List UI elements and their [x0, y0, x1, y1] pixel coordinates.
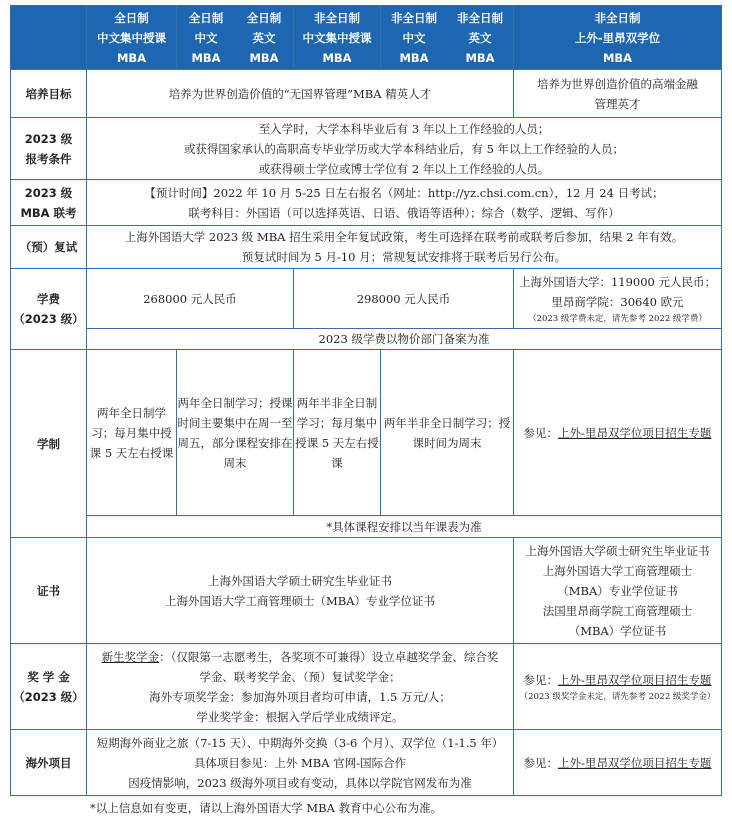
dual-degree-link[interactable]: 上外-里昂双学位项目招生专题 — [558, 425, 712, 440]
tuition-fulltime: 268000 元人民币 — [87, 269, 294, 329]
row-label-tuition: 学费 （2023 级） — [11, 269, 87, 350]
mba-comparison-table — [10, 5, 722, 796]
row-label-retest: （预）复试 — [11, 226, 87, 269]
overseas-dual: 参见：上外-里昂双学位项目招生专题 — [514, 730, 722, 796]
row-tuition-footer — [11, 329, 722, 350]
dual-degree-link[interactable]: 上外-里昂双学位项目招生专题 — [558, 672, 712, 687]
header-col-2-3: 全日制 中文 MBA 全日制 英文 MBA — [177, 6, 294, 70]
row-goal — [11, 70, 722, 118]
row-label-exam: 2023 级 MBA 联考 — [11, 180, 87, 226]
tuition-parttime: 298000 元人民币 — [294, 269, 514, 329]
row-schedule-footer — [11, 516, 722, 538]
row-label-requirements: 2023 级 报考条件 — [11, 118, 87, 180]
row-label-overseas: 海外项目 — [11, 730, 87, 796]
tuition-dual: 上海外国语大学：119000 元人民币； 里昂商学院：30640 欧元 （2023 级学费未定，请先参考 2022 级学费） — [514, 269, 722, 329]
footnote: *以上信息如有变更，请以上海外国语大学 MBA 教育中心公布为准。 — [90, 801, 443, 815]
dual-degree-link[interactable]: 上外-里昂双学位项目招生专题 — [558, 755, 712, 770]
row-label-scholarship: 奖 学 金 （2023 级） — [11, 644, 87, 730]
row-certificate — [11, 538, 722, 644]
row-tuition — [11, 269, 722, 329]
schedule-col-3: 两年半非全日制学习；每月集中授课 5 天左右授课 — [294, 350, 381, 516]
scholarship-main: 新生奖学金：（仅限第一志愿考生，各奖项不可兼得）设立卓越奖学金、综合奖 学金、联考奖学金、（预）复试奖学金； 海外专项奖学金：参加海外项目者均可申请，1.5 万元/人； 学业奖学金：根据入学后学业成绩评定。 — [87, 644, 514, 730]
row-label-goal: 培养目标 — [11, 70, 87, 118]
schedule-dual: 参见：上外-里昂双学位项目招生专题 — [514, 350, 722, 516]
tuition-footer: 2023 级学费以物价部门备案为准 — [87, 329, 722, 350]
row-exam — [11, 180, 722, 226]
new-student-scholarship-label: 新生奖学金 — [101, 649, 160, 664]
row-requirements — [11, 118, 722, 180]
header-col-7: 非全日制 上外-里昂双学位 MBA — [514, 6, 722, 70]
header-col-4: 非全日制 中文集中授课 MBA — [294, 6, 381, 70]
overseas-main: 短期海外商业之旅（7-15 天）、中期海外交换（3-6 个月）、双学位（1-1.5 年） 具体项目参见：上外 MBA 官网-国际合作 因疫情影响，2023 级海外项目或有变动，具体以学院官网发布为准 — [87, 730, 514, 796]
row-scholarship — [11, 644, 722, 730]
header-row — [11, 6, 722, 70]
goal-main: 培养为世界创造价值的“无国界管理”MBA 精英人才 — [87, 70, 514, 118]
row-label-certificate: 证书 — [11, 538, 87, 644]
schedule-col-1: 两年全日制学习；每月集中授课 5 天左右授课 — [87, 350, 177, 516]
header-col-1: 全日制 中文集中授课 MBA — [87, 6, 177, 70]
row-label-schedule: 学制 — [11, 350, 87, 538]
requirements-content: 至入学时，大学本科毕业后有 3 年以上工作经验的人员； 或获得国家承认的高职高专毕业学历或大学本科结业后，有 5 年以上工作经验的人员； 或获得硕士学位或博士学位有 2 年以上工作经验的人员。 — [87, 118, 722, 180]
exam-content: 【预计时间】2022 年 10 月 5-25 日左右报名（网址：http://yz.chsi.com.cn），12 月 24 日考试； 联考科目：外国语（可以选择英语、日语、俄语等语种）；综合（数学、逻辑、写作） — [87, 180, 722, 226]
scholarship-dual: 参见：上外-里昂双学位项目招生专题 （2023 级奖学金未定，请先参考 2022 级奖学金） — [514, 644, 722, 730]
row-retest — [11, 226, 722, 269]
row-overseas — [11, 730, 722, 796]
certificate-dual: 上海外国语大学硕士研究生毕业证书 上海外国语大学工商管理硕士 （MBA）专业学位证书 法国里昂商学院工商管理硕士 （MBA）学位证书 — [514, 538, 722, 644]
schedule-col-2: 两年全日制学习；授课时间主要集中在周一至周五，部分课程安排在周末 — [177, 350, 294, 516]
header-blank — [11, 6, 87, 70]
retest-content: 上海外国语大学 2023 级 MBA 招生采用全年复试政策，考生可选择在联考前或联考后参加，结果 2 年有效。 预复试时间为 5 月-10 月；常规复试安排将于联考后另行公布。 — [87, 226, 722, 269]
header-col-5-6: 非全日制 中文 MBA 非全日制 英文 MBA — [381, 6, 514, 70]
row-schedule — [11, 350, 722, 516]
certificate-main: 上海外国语大学硕士研究生毕业证书 上海外国语大学工商管理硕士（MBA）专业学位证书 — [87, 538, 514, 644]
goal-dual: 培养为世界创造价值的高端金融 管理英才 — [514, 70, 722, 118]
schedule-footer: *具体课程安排以当年课表为准 — [87, 516, 722, 538]
schedule-col-4: 两年半非全日制学习；授课时间为周末 — [381, 350, 514, 516]
